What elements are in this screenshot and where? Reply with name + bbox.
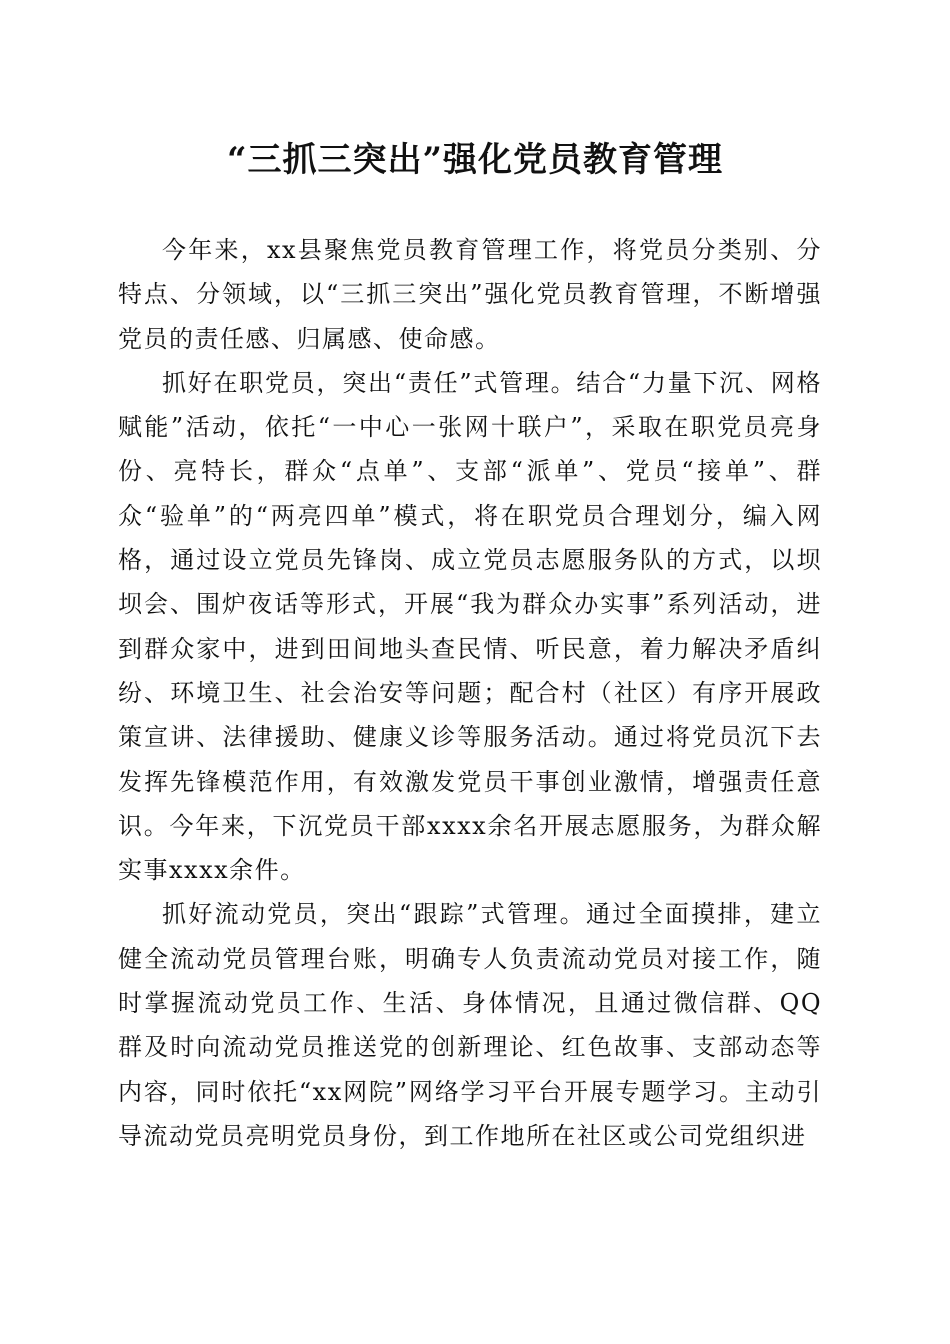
paragraph-in-service-members: 抓好在职党员，突出“责任”式管理。结合“力量下沉、网格赋能”活动，依托“一中心一张网十联户”，采取在职党员亮身份、亮特长，群众“点单”、支部“派单”、党员“接单”、群众“验单”的“两亮四单”模式，将在职党员合理划分，编入网格，通过设立党员先锋岗、成立党员志愿服务队的方式，以坝坝会、围炉夜话等形式，开展“我为群众办实事”系列活动，进到群众家中，进到田间地头查民情、听民意，着力解决矛盾纠纷、环境卫生、社会治安等问题；配合村（社区）有序开展政策宣讲、法律援助、健康义诊等服务活动。通过将党员沉下去发挥先锋模范作用，有效激发党员干事创业激情，增强责任意识。今年来，下沉党员干部xxxx余名开展志愿服务，为群众解实事xxxx余件。 [118,368,822,885]
document-body [118,228,822,1158]
paragraph-mobile-members: 抓好流动党员，突出“跟踪”式管理。通过全面摸排，建立健全流动党员管理台账，明确专人负责流动党员对接工作，随时掌握流动党员工作、生活、身体情况，且通过微信群、QQ群及时向流动党员推送党的创新理论、红色故事、支部动态等内容，同时依托“xx网院”网络学习平台开展专题学习。主动引导流动党员亮明党员身份，到工作地所在社区或公司党组织进 [118,900,822,1150]
paragraph-intro: 今年来，xx县聚焦党员教育管理工作，将党员分类别、分特点、分领域，以“三抓三突出”强化党员教育管理，不断增强党员的责任感、归属感、使命感。 [118,236,822,353]
document-title: “三抓三突出”强化党员教育管理 [226,140,724,180]
